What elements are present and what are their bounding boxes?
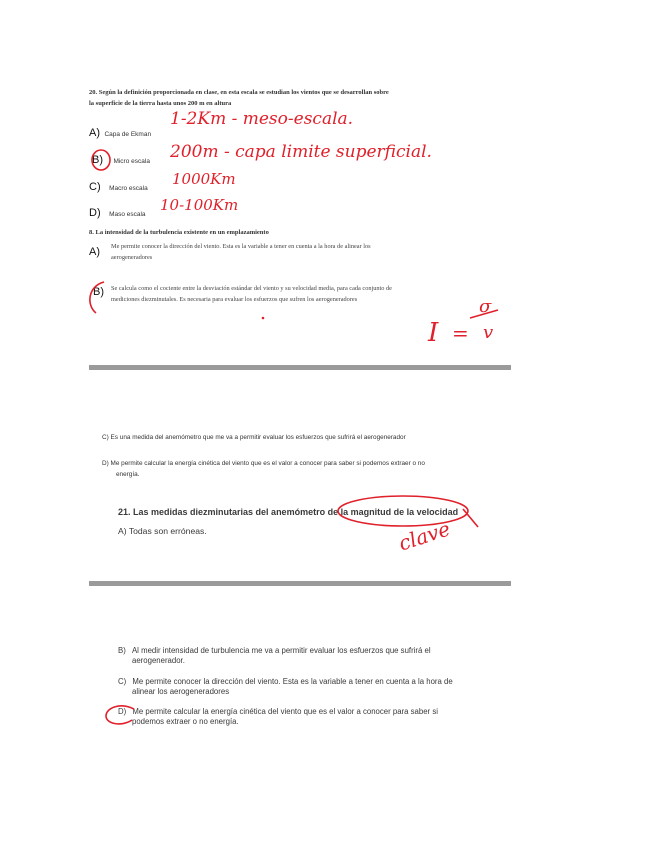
option-b xyxy=(92,150,150,168)
question-21-option-a: A) Todas son erróneas. xyxy=(118,526,207,536)
option-letter: C) xyxy=(89,181,101,193)
option-text-continued: aerogenerador. xyxy=(132,656,185,665)
option-letter: A) xyxy=(89,246,100,258)
handwritten-note-d: 10-100Km xyxy=(160,196,239,214)
formula-denominator: v xyxy=(483,322,494,343)
option-text: Es una medida del anemómetro que me va a permitir evaluar los esfuerzos que sufrirá el aerogenerador xyxy=(110,434,406,441)
option-text: Al medir intensidad de turbulencia me va a permitir evaluar los esfuerzos que sufrirá el xyxy=(131,646,431,655)
option-letter: D) xyxy=(89,207,101,219)
option-text-continued: energía. xyxy=(116,471,140,478)
option-text: Macro escala xyxy=(109,185,148,192)
option-letter: C) xyxy=(102,434,109,441)
formula-lhs: I xyxy=(428,318,439,348)
option-d-row xyxy=(118,707,518,727)
option-letter: B) xyxy=(93,286,104,298)
ink-dot xyxy=(262,317,265,320)
option-d xyxy=(89,203,146,221)
option-letter: A) xyxy=(89,127,100,139)
option-text: Micro escala xyxy=(113,158,150,165)
option-d-row xyxy=(102,458,512,480)
option-c xyxy=(89,177,148,195)
option-letter: B) xyxy=(118,646,126,655)
option-text: Me permite calcular la energía cinética del viento que es el valor a conocer para saber si podemos extraer o no xyxy=(110,460,425,467)
option-letter: C) xyxy=(118,677,127,686)
option-letter: D) xyxy=(118,707,127,716)
option-a xyxy=(89,123,151,141)
option-text: Me permite calcular la energía cinética del viento que es el valor a conocer para saber si xyxy=(132,707,438,716)
option-text: Capa de Ekman xyxy=(104,131,152,138)
option-text: Maso escala xyxy=(109,211,146,218)
question-20-title: 20. Según la definición proporcionada en clase, en esta escala se estudian los vientos que se desarrollan sobre la superficie de la tierra hasta unos 200 m en altura xyxy=(89,89,389,107)
option-c-row xyxy=(102,432,406,443)
question-21-title: 21. Las medidas diezminutarias del anemómetro de la magnitud de la velocidad xyxy=(118,507,459,517)
ink-stroke xyxy=(463,509,478,527)
handwritten-note-clave: clave xyxy=(395,516,454,556)
option-text: Me permite conocer la dirección del viento. Esta es la variable a tener en cuenta a la hora de xyxy=(132,677,453,686)
handwritten-note-c: 1000Km xyxy=(172,170,236,188)
option-b-row xyxy=(118,646,518,666)
handwritten-note-b: 200m - capa limite superficial. xyxy=(170,142,432,162)
page-divider xyxy=(89,581,511,586)
page-divider xyxy=(89,365,511,370)
option-letter: D) xyxy=(102,460,109,467)
intensity-option-b: B) Se calcula como el cociente entre la desviación estándar del viento y su velocidad media, para cada conjunto de mediciones diezminutales. Es necesaria para evaluar los esfuerzos que sufren los aerogeneradores xyxy=(93,285,392,303)
intensity-option-a: A) Me permite conocer la dirección del viento. Esta es la variable a tener en cuenta a la hora de alinear los aerogeneradores xyxy=(89,243,371,261)
option-c-row xyxy=(118,677,518,697)
handwritten-note-a: 1-2Km - meso-escala. xyxy=(170,109,354,129)
option-text-continued: alinear los aerogeneradores xyxy=(132,687,230,696)
formula-numerator: σ xyxy=(479,296,492,317)
option-text-continued: podemos extraer o no energía. xyxy=(132,717,239,726)
question-intensity-title: 8. La intensidad de la turbulencia existente en un emplazamiento xyxy=(89,229,269,236)
option-letter: B) xyxy=(92,154,103,166)
formula-equals: = xyxy=(452,321,469,345)
